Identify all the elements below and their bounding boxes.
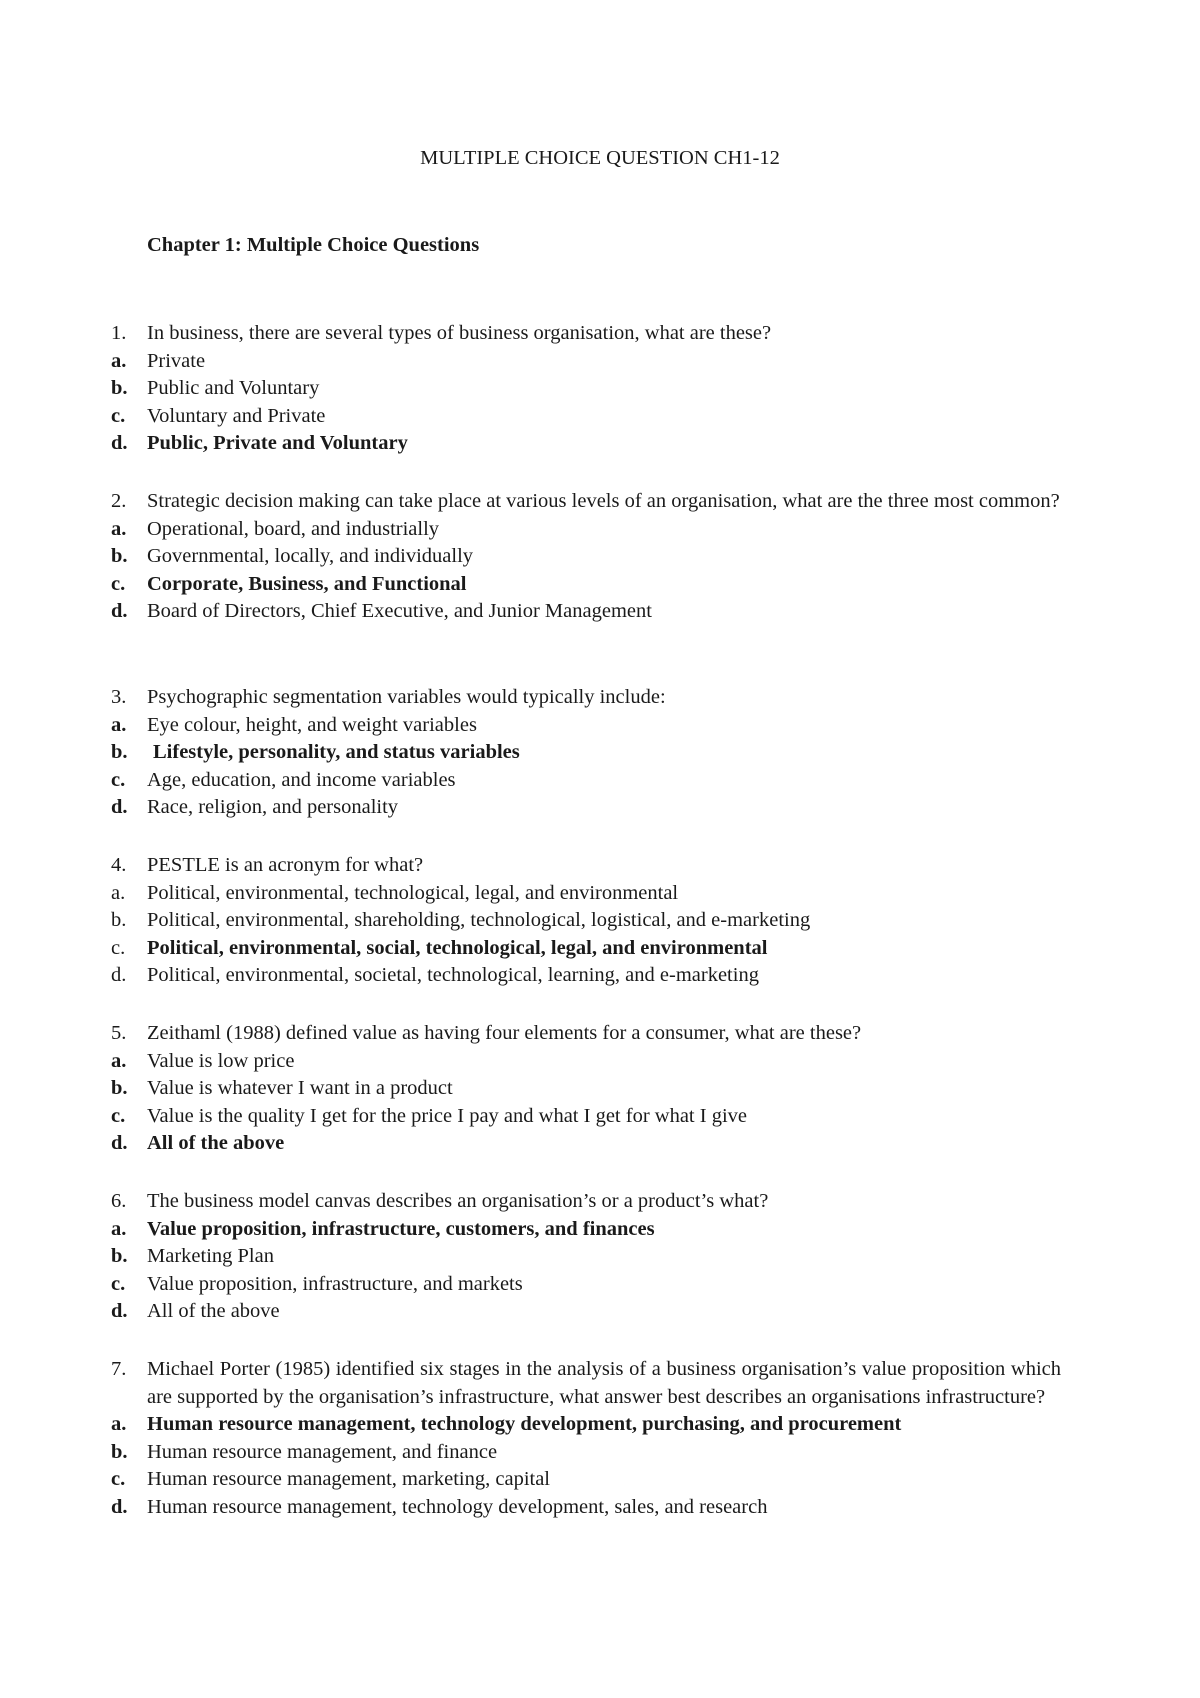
option-letter: c. (111, 936, 126, 959)
option-text: Value is the quality I get for the price I pay and what I get for what I give (147, 1104, 747, 1127)
question-stem (111, 684, 1061, 712)
option-letter: d. (111, 1300, 128, 1323)
question-stem (111, 1020, 1061, 1048)
option-d (111, 962, 1061, 990)
option-a (111, 1048, 1061, 1076)
option-text: All of the above (147, 1300, 280, 1323)
option-letter: b. (111, 1245, 128, 1268)
option-letter: d. (111, 1132, 128, 1155)
option-letter: b. (111, 545, 128, 568)
option-text: Human resource management, technology development, purchasing, and procurement (147, 1413, 902, 1436)
question-1 (111, 320, 1061, 458)
question-stem (111, 320, 1061, 348)
question-text: Zeithaml (1988) defined value as having four elements for a consumer, what are these? (147, 1022, 862, 1044)
option-letter: d. (111, 432, 128, 455)
question-2 (111, 488, 1061, 626)
option-text: Human resource management, marketing, capital (147, 1468, 551, 1491)
option-letter: d. (111, 796, 128, 819)
option-text: Value proposition, infrastructure, and markets (147, 1272, 523, 1295)
question-text: Michael Porter (1985) identified six stages in the analysis of a business organisation’s value proposition which are supported by the organisation’s infrastructure, what answer best describes an organisations infrastructure? (147, 1358, 1061, 1408)
question-stem (111, 852, 1061, 880)
option-letter: c. (111, 768, 126, 791)
option-c (111, 767, 1061, 795)
option-text: Human resource management, technology development, sales, and research (147, 1495, 768, 1518)
option-a-correct (111, 1216, 1061, 1244)
question-6 (111, 1188, 1061, 1326)
option-text: Human resource management, and finance (147, 1440, 498, 1463)
option-letter: b. (111, 741, 128, 764)
option-letter: a. (111, 713, 127, 736)
option-d (111, 598, 1061, 626)
option-letter: c. (111, 1468, 126, 1491)
option-d-correct (111, 430, 1061, 458)
option-d (111, 1494, 1061, 1522)
document-title: MULTIPLE CHOICE QUESTION CH1-12 (420, 147, 780, 169)
option-b (111, 1243, 1061, 1271)
option-text: Voluntary and Private (147, 404, 326, 427)
question-text: PESTLE is an acronym for what? (147, 854, 424, 876)
question-number: 5. (111, 1022, 127, 1044)
question-7 (111, 1356, 1061, 1522)
option-c (111, 1271, 1061, 1299)
option-letter: c. (111, 572, 126, 595)
option-letter: a. (111, 1413, 127, 1436)
question-number: 4. (111, 854, 127, 876)
option-d-correct (111, 1130, 1061, 1158)
option-a (111, 516, 1061, 544)
option-c (111, 403, 1061, 431)
question-number: 7. (111, 1358, 127, 1380)
option-letter: b. (111, 909, 127, 932)
option-letter: c. (111, 404, 126, 427)
option-text: Private (147, 349, 206, 372)
option-letter: b. (111, 377, 128, 400)
option-text: Race, religion, and personality (147, 796, 399, 819)
option-letter: a. (111, 1217, 127, 1240)
option-b (111, 907, 1061, 935)
option-letter: a. (111, 349, 127, 372)
question-number: 2. (111, 490, 127, 512)
option-a (111, 348, 1061, 376)
option-letter: b. (111, 1440, 128, 1463)
option-text: Public and Voluntary (147, 377, 320, 400)
option-c-correct (111, 571, 1061, 599)
option-letter: d. (111, 1495, 128, 1518)
option-b (111, 543, 1061, 571)
option-d (111, 1298, 1061, 1326)
option-text: Governmental, locally, and individually (147, 545, 474, 568)
chapter-heading: Chapter 1: Multiple Choice Questions (147, 234, 480, 256)
option-text: Lifestyle, personality, and status variables (153, 741, 520, 764)
question-text: In business, there are several types of business organisation, what are these? (147, 322, 772, 344)
question-4 (111, 852, 1061, 990)
option-text: Board of Directors, Chief Executive, and Junior Management (147, 600, 652, 623)
option-text: Value proposition, infrastructure, customers, and finances (147, 1217, 655, 1240)
option-text: Political, environmental, societal, technological, learning, and e-marketing (147, 964, 759, 987)
option-text: Marketing Plan (147, 1245, 274, 1268)
option-letter: d. (111, 600, 128, 623)
option-text: Political, environmental, technological, legal, and environmental (147, 881, 679, 904)
question-text: The business model canvas describes an organisation’s or a product’s what? (147, 1190, 769, 1212)
question-stem (111, 1356, 1061, 1411)
option-letter: d. (111, 964, 127, 987)
option-b (111, 375, 1061, 403)
option-text: Eye colour, height, and weight variables (147, 713, 477, 736)
option-text: Age, education, and income variables (147, 768, 456, 791)
option-d (111, 794, 1061, 822)
option-text: Value is low price (147, 1049, 295, 1072)
option-letter: b. (111, 1077, 128, 1100)
question-3 (111, 684, 1061, 822)
question-number: 6. (111, 1190, 127, 1212)
option-letter: c. (111, 1272, 126, 1295)
question-number: 1. (111, 322, 127, 344)
option-c (111, 1466, 1061, 1494)
option-a (111, 880, 1061, 908)
question-text: Strategic decision making can take place at various levels of an organisation, what are the three most common? (147, 490, 1060, 512)
option-text: Public, Private and Voluntary (147, 432, 408, 455)
option-a (111, 712, 1061, 740)
option-text: Corporate, Business, and Functional (147, 572, 467, 595)
option-letter: c. (111, 1104, 126, 1127)
option-c-correct (111, 935, 1061, 963)
option-text: Political, environmental, social, technological, legal, and environmental (147, 936, 768, 959)
option-letter: a. (111, 517, 127, 540)
option-letter: a. (111, 1049, 127, 1072)
question-stem (111, 1188, 1061, 1216)
option-b (111, 1439, 1061, 1467)
question-number: 3. (111, 686, 127, 708)
question-5 (111, 1020, 1061, 1158)
option-letter: a. (111, 881, 126, 904)
question-text: Psychographic segmentation variables would typically include: (147, 686, 666, 708)
option-text: Political, environmental, shareholding, technological, logistical, and e-marketing (147, 909, 811, 932)
option-b (111, 1075, 1061, 1103)
question-stem (111, 488, 1061, 516)
option-b-correct (111, 739, 1061, 767)
option-c (111, 1103, 1061, 1131)
option-a-correct (111, 1411, 1061, 1439)
option-text: Operational, board, and industrially (147, 517, 440, 540)
option-text: Value is whatever I want in a product (147, 1077, 453, 1100)
option-text: All of the above (147, 1132, 285, 1155)
